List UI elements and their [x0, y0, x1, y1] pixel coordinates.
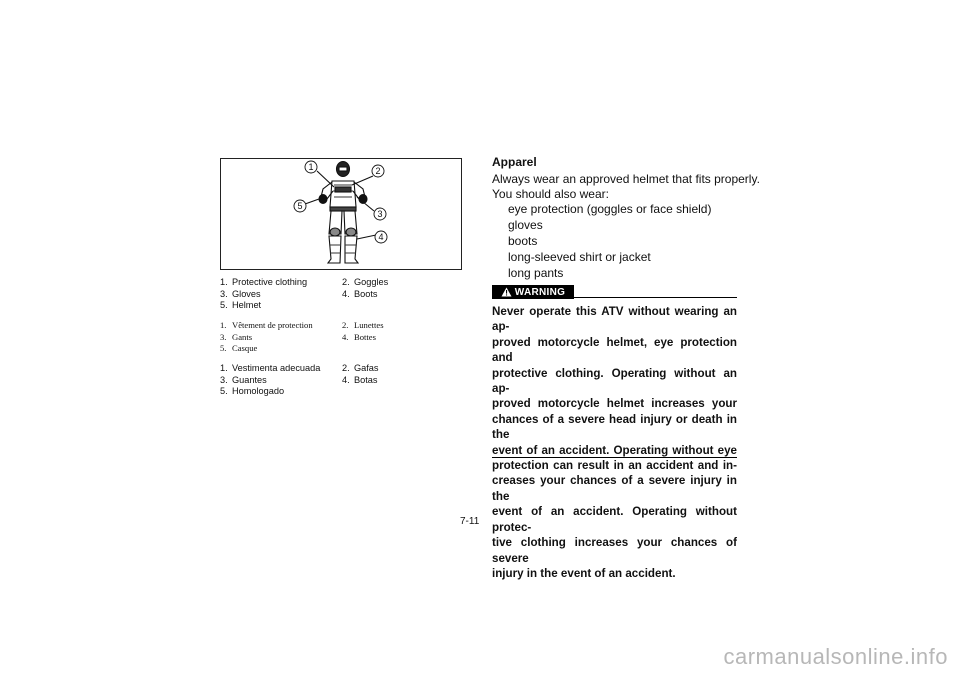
list-item: gloves [508, 218, 543, 232]
list-item: long-sleeved shirt or jacket [508, 250, 651, 264]
section-title: Apparel [492, 155, 537, 169]
callout-3: 3 [377, 209, 383, 220]
intro-line-1: Always wear an approved helmet that fits properly. [492, 172, 760, 186]
warning-line: event of an accident. Operating without protec- [492, 505, 737, 534]
warning-line: chances of a severe head injury or death in the [492, 412, 737, 442]
warning-line: creases your chances of a severe injury in the [492, 474, 737, 503]
caption-spanish [220, 363, 379, 398]
caption-english [220, 277, 388, 312]
caption-row: 5. Homologado [220, 386, 285, 396]
caption-french [220, 320, 384, 355]
caption-row: 5. Helmet [220, 300, 262, 310]
apparel-illustration [220, 158, 462, 270]
callout-4: 4 [378, 232, 384, 243]
caption-row: 5. Casque [220, 343, 258, 353]
callout-5: 5 [297, 201, 303, 212]
warning-triangle-icon [501, 287, 512, 297]
warning-label: WARNING [514, 286, 566, 298]
caption-row: 1. Protective clothing 2. Goggles [220, 277, 389, 287]
warning-line: event of an accident. Operating without eye [492, 443, 737, 457]
warning-text [492, 304, 737, 581]
warning-line: protection can result in an accident and in- [492, 459, 737, 473]
watermark: carmanualsonline.info [723, 644, 948, 669]
warning-bottom-rule [492, 457, 737, 458]
caption-row: 3. Gants 4. Bottes [220, 331, 376, 342]
rider-figure [221, 159, 463, 271]
warning-line: proved motorcycle helmet increases your [492, 397, 737, 411]
list-item: eye protection (goggles or face shield) [508, 202, 712, 216]
page-number: 7-11 [460, 516, 480, 527]
warning-line: proved motorcycle helmet, eye protection and [492, 335, 737, 365]
caption-row: 1. Vestimenta adecuada 2. Gafas [220, 363, 379, 373]
list-item: long pants [508, 266, 564, 280]
list-item: boots [508, 234, 538, 248]
warning-line: tive clothing increases your chances of severe [492, 536, 737, 565]
caption-row: 1. Vêtement de protection 2. Lunettes [220, 320, 384, 330]
warning-line: Never operate this ATV without wearing an ap- [492, 305, 737, 334]
callout-2: 2 [375, 166, 381, 177]
warning-top-rule [574, 297, 737, 298]
warning-line: protective clothing. Operating without an ap- [492, 366, 737, 396]
caption-row: 3. Gloves 4. Boots [220, 288, 378, 299]
warning-badge [492, 285, 574, 299]
warning-line: injury in the event of an accident. [492, 566, 676, 580]
caption-row: 3. Guantes 4. Botas [220, 374, 378, 385]
intro-line-2: You should also wear: [492, 187, 609, 201]
callout-1: 1 [308, 162, 314, 173]
